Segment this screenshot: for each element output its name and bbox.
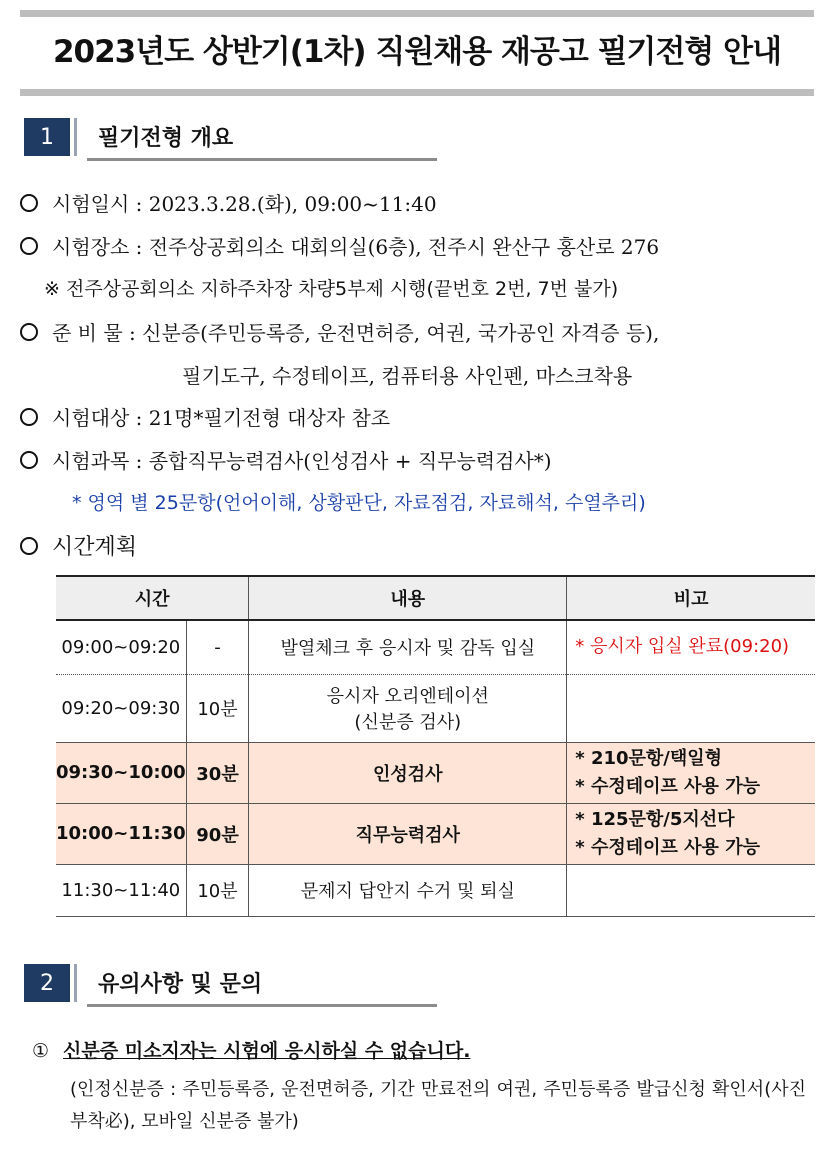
item-subject-text: 시험과목 : 종합직무능력검사(인성검사 + 직무능력검사*) bbox=[52, 449, 552, 473]
circle-bullet-icon bbox=[20, 451, 38, 469]
notice-1-detail: (인정신분증 : 주민등록증, 운전면허증, 기간 만료전의 여권, 주민등록증 발급신청 확인서(사진부착必), 모바일 신분증 불가) bbox=[70, 1079, 806, 1132]
cell-content-line1: 응시자 오리엔테이션 bbox=[326, 686, 489, 707]
item-place bbox=[20, 231, 659, 260]
circle-bullet-icon bbox=[20, 194, 38, 212]
cell-remark bbox=[567, 803, 815, 864]
notice-1 bbox=[32, 1036, 470, 1063]
section-1-header bbox=[24, 118, 436, 156]
table-row bbox=[56, 674, 815, 742]
cell-duration: 30분 bbox=[186, 742, 249, 803]
section-1-underline bbox=[87, 158, 437, 161]
item-schedule bbox=[20, 530, 137, 561]
table-row bbox=[56, 803, 815, 864]
cell-content: 문제지 답안지 수거 및 퇴실 bbox=[249, 864, 567, 916]
cell-duration: 10분 bbox=[186, 864, 249, 916]
schedule-table bbox=[56, 575, 815, 917]
cell-remark-line1: * 125문항/5지선다 bbox=[575, 808, 735, 830]
title-top-rule bbox=[20, 10, 814, 17]
subject-note: * 영역 별 25문항(언어이해, 상황판단, 자료점검, 자료해석, 수열추리) bbox=[72, 492, 646, 514]
cell-content: 발열체크 후 응시자 및 감독 입실 bbox=[249, 620, 567, 674]
place-note: ※ 전주상공회의소 지하주차장 차량5부제 시행(끝번호 2번, 7번 불가) bbox=[44, 278, 619, 300]
circle-bullet-icon bbox=[20, 237, 38, 255]
cell-remark bbox=[567, 742, 815, 803]
circle-bullet-icon bbox=[20, 408, 38, 426]
cell-content: 직무능력검사 bbox=[249, 803, 567, 864]
item-date-text: 시험일시 : 2023.3.28.(화), 09:00~11:40 bbox=[52, 192, 437, 216]
cell-time: 11:30~11:40 bbox=[56, 864, 186, 916]
cell-remark bbox=[567, 674, 815, 742]
item-place-text: 시험장소 : 전주상공회의소 대회의실(6층), 전주시 완산구 홍산로 276 bbox=[52, 235, 660, 259]
table-row bbox=[56, 620, 815, 674]
cell-content-line2: (신분증 검사) bbox=[354, 712, 462, 733]
item-prep bbox=[20, 317, 659, 346]
header-remark: 비고 bbox=[567, 576, 815, 620]
header-time: 시간 bbox=[56, 576, 249, 620]
cell-duration: - bbox=[186, 620, 249, 674]
table-header-row bbox=[56, 576, 815, 620]
item-prep-text: 준 비 물 : 신분증(주민등록증, 운전면허증, 여권, 국가공인 자격증 등), bbox=[52, 321, 660, 345]
notice-1-marker: ① bbox=[32, 1040, 50, 1062]
header-content: 내용 bbox=[249, 576, 567, 620]
title-bottom-rule bbox=[20, 89, 814, 96]
section-1-edge bbox=[74, 118, 77, 156]
item-target-text: 시험대상 : 21명*필기전형 대상자 참조 bbox=[52, 406, 391, 430]
table-row bbox=[56, 864, 815, 916]
cell-content bbox=[249, 674, 567, 742]
section-2-underline bbox=[87, 1004, 437, 1007]
section-1-label: 필기전형 개요 bbox=[98, 126, 234, 151]
cell-content: 인성검사 bbox=[249, 742, 567, 803]
cell-time: 09:00~09:20 bbox=[56, 620, 186, 674]
item-target bbox=[20, 402, 390, 431]
cell-remark bbox=[567, 864, 815, 916]
page-title: 2023년도 상반기(1차) 직원채용 재공고 필기전형 안내 bbox=[52, 34, 782, 70]
cell-remark-line2: * 수정테이프 사용 가능 bbox=[575, 775, 760, 797]
circle-bullet-icon bbox=[20, 323, 38, 341]
cell-remark-line2: * 수정테이프 사용 가능 bbox=[575, 836, 760, 858]
cell-duration: 10분 bbox=[186, 674, 249, 742]
cell-duration: 90분 bbox=[186, 803, 249, 864]
cell-time: 09:20~09:30 bbox=[56, 674, 186, 742]
section-2-header bbox=[24, 964, 436, 1002]
section-2-number: 2 bbox=[24, 964, 70, 1002]
table-row bbox=[56, 742, 815, 803]
section-1-number: 1 bbox=[24, 118, 70, 156]
cell-time: 09:30~10:00 bbox=[56, 742, 186, 803]
section-2-label: 유의사항 및 문의 bbox=[98, 972, 263, 997]
cell-remark: * 응시자 입실 완료(09:20) bbox=[567, 620, 815, 674]
cell-time: 10:00~11:30 bbox=[56, 803, 186, 864]
section-2-edge bbox=[74, 964, 77, 1002]
notice-1-lead: 신분증 미소지자는 시험에 응시하실 수 없습니다. bbox=[63, 1040, 471, 1062]
item-schedule-text: 시간계획 bbox=[52, 535, 138, 560]
item-prep-cont: 필기도구, 수정테이프, 컴퓨터용 사인펜, 마스크착용 bbox=[182, 364, 633, 388]
cell-remark-line1: * 210문항/택일형 bbox=[575, 747, 723, 769]
item-subject bbox=[20, 445, 552, 474]
item-date bbox=[20, 188, 437, 217]
circle-bullet-icon bbox=[20, 537, 38, 555]
